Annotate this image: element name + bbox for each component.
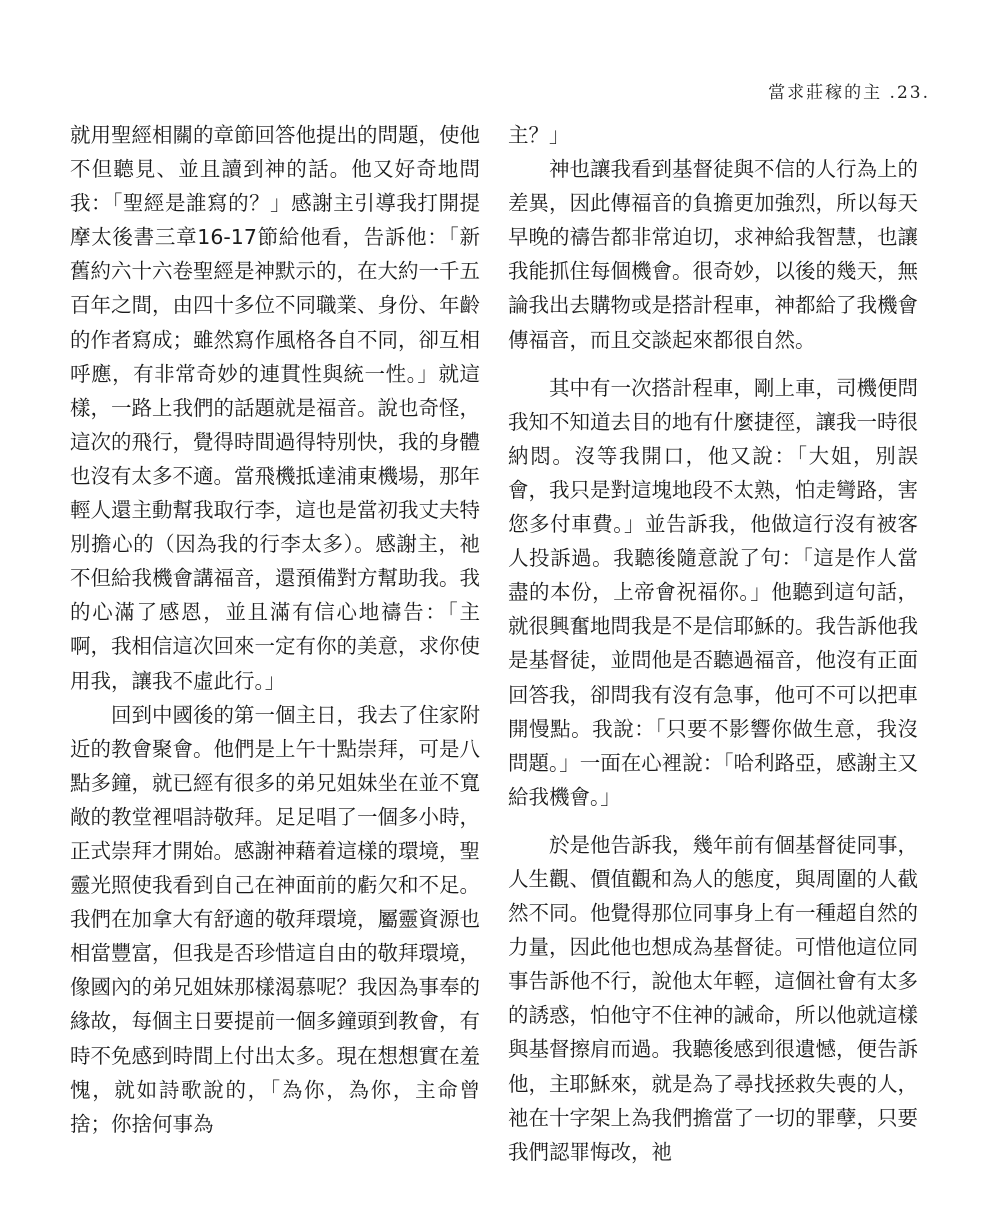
right-column	[508, 118, 918, 1169]
paragraph: 神也讓我看到基督徒與不信的人行為上的差異，因此傳福音的負擔更加強烈，所以每天早晚的禱告都非常迫切，求神給我智慧，也讓我能抓住每個機會。很奇妙，以後的幾天，無論我出去購物或是搭計程車，神都給了我機會傳福音，而且交談起來都很自然。	[508, 157, 918, 352]
left-column	[70, 118, 480, 1141]
paragraph: 主？」	[508, 123, 570, 147]
paragraph: 其中有一次搭計程車，剛上車，司機便問我知不知道去目的地有什麼捷徑，讓我一時很納悶。沒等我開口，他又說：「大姐，別誤會，我只是對這塊地段不太熟，怕走彎路，害您多付車費。」並告訴我，他做這行沒有被客人投訴過。我聽後隨意說了句：「這是作人當盡的本份，上帝會祝福你。」他聽到這句話，就很興奮地問我是不是信耶穌的。我告訴他我是基督徒，並問他是否聽過福音，他沒有正面回答我，卻問我有沒有急事，他可不可以把車開慢點。我說：「只要不影響你做生意，我沒問題。」一面在心裡說：「哈利路亞，感謝主又給我機會。」	[508, 375, 918, 809]
paragraph: 於是他告訴我，幾年前有個基督徒同事，人生觀、價值觀和為人的態度，與周圍的人截然不同。他覺得那位同事身上有一種超自然的力量，因此他也想成為基督徒。可惜他這位同事告訴他不行，說他太年輕，這個社會有太多的誘惑，怕他守不住神的誡命，所以他就這樣與基督擦肩而過。我聽後感到很遺憾，便告訴他，主耶穌來，就是為了尋找拯救失喪的人，祂在十字架上為我們擔當了一切的罪孽，只要我們認罪悔改，祂	[508, 832, 918, 1164]
running-header: 當求莊稼的主 .23.	[768, 83, 930, 103]
paragraph: 就用聖經相關的章節回答他提出的問題，使他不但聽見、並且讀到神的話。他又好奇地問我：「聖經是誰寫的？」感謝主引導我打開提摩太後書三章16-17節給他看，告訴他：「新舊約六十六卷聖經是神默示的，在大約一千五百年之間，由四十多位不同職業、身份、年齡的作者寫成；雖然寫作風格各自不同，卻互相呼應，有非常奇妙的連貫性與統一性。」就這樣，一路上我們的話題就是福音。說也奇怪，這次的飛行，覺得時間過得特別快，我的身體也沒有太多不適。當飛機抵達浦東機場，那年輕人還主動幫我取行李，這也是當初我丈夫特別擔心的（因為我的行李太多）。感謝主，祂不但給我機會講福音，還預備對方幫助我。我的心滿了感恩，並且滿有信心地禱告：「主啊，我相信這次回來一定有你的美意，求你使用我，讓我不虛此行。」	[70, 123, 480, 693]
paragraph: 回到中國後的第一個主日，我去了住家附近的教會聚會。他們是上午十點崇拜，可是八點多鐘，就已經有很多的弟兄姐妹坐在並不寬敞的教堂裡唱詩敬拜。足足唱了一個多小時，正式崇拜才開始。感謝神藉着這樣的環境，聖靈光照使我看到自己在神面前的虧欠和不足。我們在加拿大有舒適的敬拜環境，屬靈資源也相當豐富，但我是否珍惜這自由的敬拜環境，像國內的弟兄姐妹那樣渴慕呢？我因為事奉的緣故，每個主日要提前一個多鐘頭到教會，有時不免感到時間上付出太多。現在想想實在羞愧，就如詩歌說的，「為你，為你，主命曾捨；你捨何事為	[70, 702, 480, 1136]
